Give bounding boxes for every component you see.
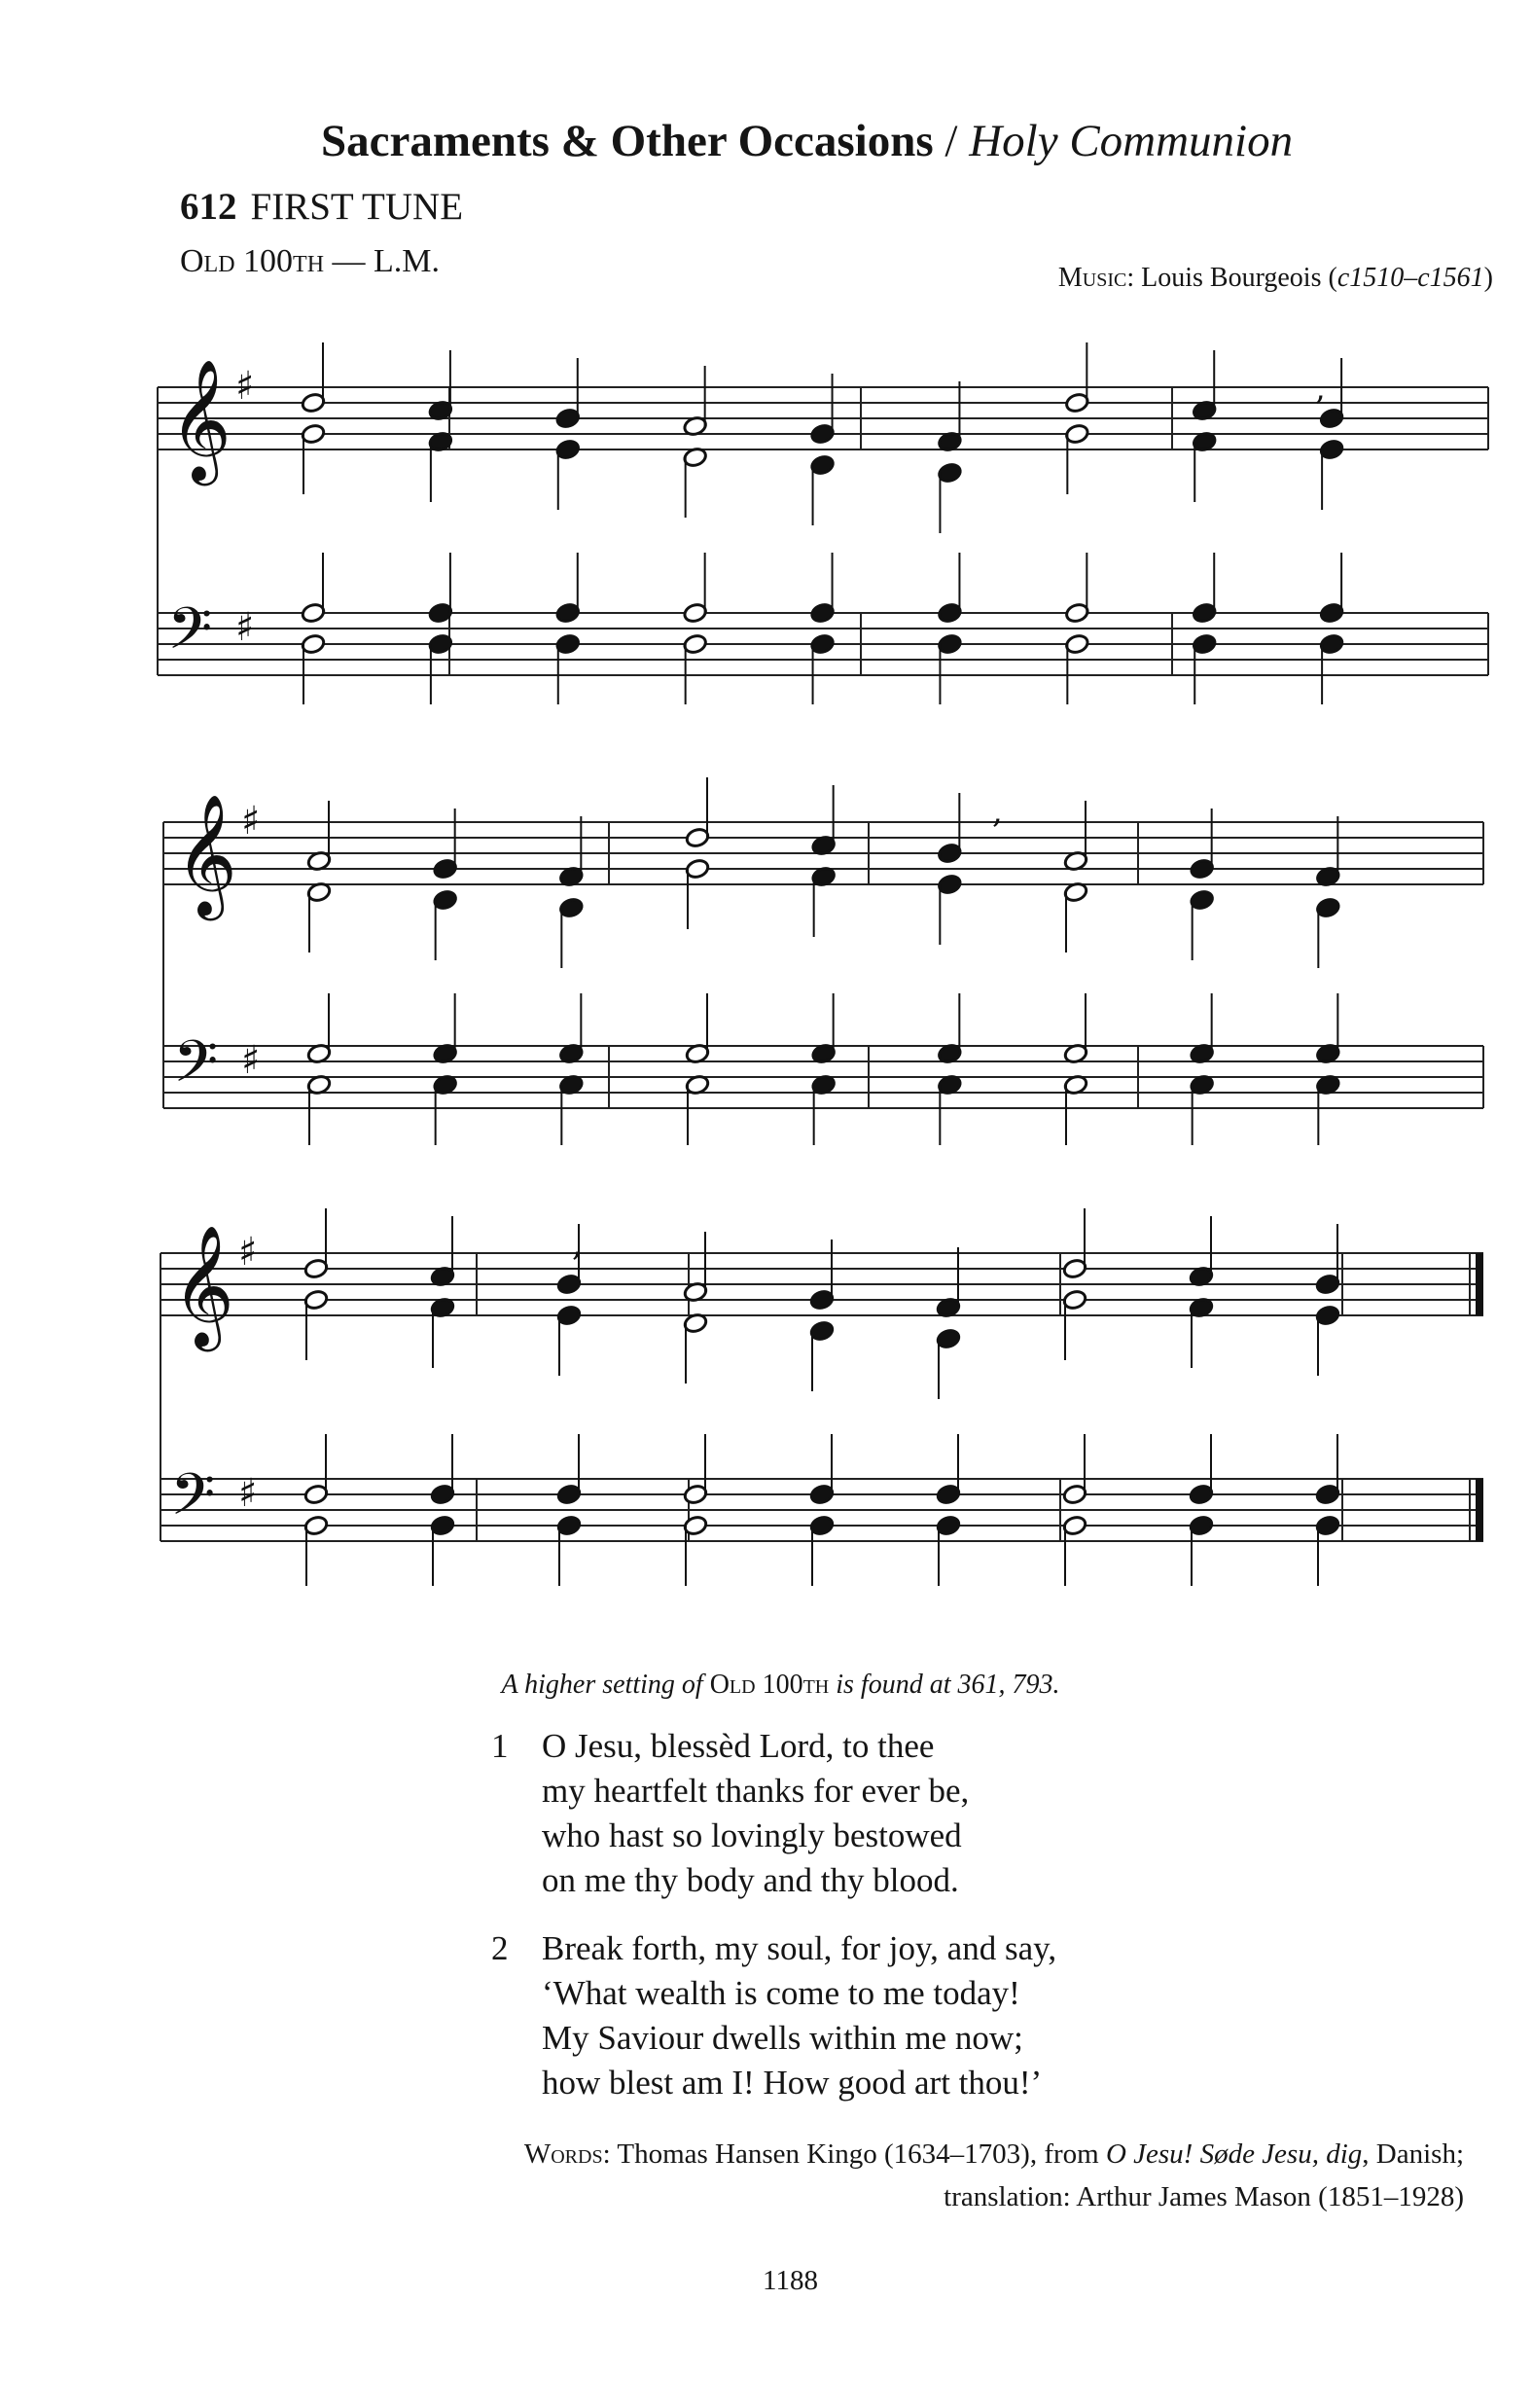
- breath-mark-icon: ,: [992, 792, 1003, 831]
- tune-label: FIRST TUNE: [250, 186, 464, 228]
- note-post: is found at 361, 793.: [829, 1670, 1060, 1700]
- verse-2: [491, 1926, 1056, 2105]
- breath-mark-icon: ,: [572, 1225, 583, 1264]
- alternate-setting-note: [0, 1670, 1532, 1701]
- sharp-icon: ♯: [238, 1230, 258, 1275]
- subsection-title: Holy Communion: [969, 116, 1294, 166]
- tune-name: Old 100th — L.M.: [180, 243, 441, 279]
- words-credit-line-1: [524, 2133, 1464, 2175]
- sharp-icon: ♯: [238, 1471, 258, 1516]
- header-separator: /: [933, 116, 970, 166]
- verse-line: ‘What wealth is come to me today!: [542, 1974, 1020, 2012]
- verse-line: how blest am I! How good art thou!’: [542, 2064, 1043, 2102]
- breath-mark-icon: ,: [1315, 369, 1326, 408]
- verse-line: who hast so lovingly bestowed: [542, 1816, 962, 1854]
- bass-clef-icon: 𝄢: [173, 1027, 219, 1109]
- verse-line: O Jesu, blessèd Lord, to thee: [542, 1727, 935, 1765]
- treble-clef-icon: 𝄞: [172, 1225, 234, 1347]
- music-credit-dates: c1510–c1561: [1336, 263, 1484, 293]
- sharp-icon: ♯: [235, 605, 255, 650]
- bass-clef-icon: 𝄢: [170, 1460, 216, 1542]
- verse-line: on me thy body and thy blood.: [542, 1861, 959, 1899]
- treble-clef-icon: 𝄞: [169, 359, 232, 481]
- verse-1: [491, 1724, 969, 1903]
- bass-clef-icon: 𝄢: [167, 594, 213, 676]
- words-credit-author: Thomas Hansen Kingo (1634–1703), from: [610, 2138, 1106, 2170]
- note-pre: A higher setting of: [501, 1670, 710, 1700]
- note-tune-name: Old 100th: [709, 1670, 830, 1700]
- sharp-icon: ♯: [241, 1038, 261, 1083]
- music-credit-close: ): [1483, 263, 1493, 293]
- verse-line: My Saviour dwells within me now;: [542, 2019, 1023, 2057]
- words-credit-language: , Danish;: [1362, 2138, 1464, 2170]
- verse-number: 1: [491, 1727, 509, 1765]
- words-credit-source-title: O Jesu! Søde Jesu, dig: [1105, 2138, 1363, 2170]
- words-credit-line-2: translation: Arthur James Mason (1851–1928): [944, 2181, 1464, 2212]
- music-credit-label: Music:: [1057, 263, 1135, 293]
- verse-line: Break forth, my soul, for joy, and say,: [542, 1929, 1057, 1967]
- page-number: 1188: [763, 2265, 818, 2296]
- sharp-icon: ♯: [235, 364, 255, 409]
- verse-number: 2: [491, 1929, 509, 1967]
- treble-clef-icon: 𝄞: [175, 794, 237, 916]
- words-credit-label: Words:: [523, 2138, 611, 2170]
- section-title: Sacraments & Other Occasions: [321, 116, 934, 166]
- words-credit: [524, 2133, 1464, 2218]
- hymn-number: 612: [180, 186, 237, 228]
- music-credit-composer: Louis Bourgeois (: [1141, 263, 1337, 293]
- sharp-icon: ♯: [241, 799, 261, 844]
- verse-line: my heartfelt thanks for ever be,: [542, 1772, 970, 1810]
